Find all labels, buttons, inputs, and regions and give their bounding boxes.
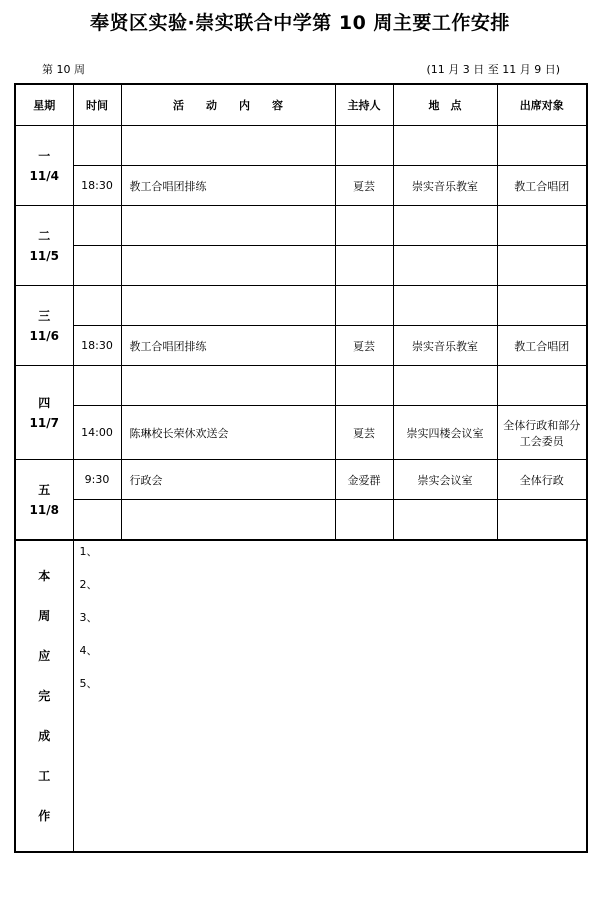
date-label: 11/6 xyxy=(29,328,59,343)
activity-cell xyxy=(121,246,335,286)
header-row xyxy=(15,84,587,126)
time-cell xyxy=(73,126,121,166)
task-item: 2、 xyxy=(79,578,98,591)
tasks-label-cell xyxy=(15,540,73,852)
activity-cell xyxy=(121,126,335,166)
table-row xyxy=(15,406,587,460)
day-cell xyxy=(15,460,73,541)
tasks-row xyxy=(15,540,587,852)
task-item: 4、 xyxy=(79,644,98,657)
page-title: 奉贤区实验·崇实联合中学第 10 周主要工作安排 xyxy=(90,12,510,34)
host-cell xyxy=(335,126,393,166)
day-cell xyxy=(15,286,73,366)
header-attendees: 出席对象 xyxy=(497,84,587,126)
date-range: (11 月 3 日 至 11 月 9 日) xyxy=(426,63,560,76)
place-cell xyxy=(393,246,497,286)
task-item: 1、 xyxy=(79,545,98,558)
attendees-cell: 教工合唱团 xyxy=(497,326,587,366)
weekday-label: 二 xyxy=(38,228,51,243)
date-label: 11/8 xyxy=(29,502,59,517)
schedule-table xyxy=(14,83,588,853)
host-cell xyxy=(335,246,393,286)
place-cell: 崇实四楼会议室 xyxy=(393,406,497,460)
tasks-label-char: 周 xyxy=(38,609,51,623)
week-number: 第 10 周 xyxy=(42,63,85,76)
time-cell xyxy=(73,366,121,406)
place-cell: 崇实会议室 xyxy=(393,460,497,500)
date-label: 11/7 xyxy=(29,415,59,430)
host-cell: 夏芸 xyxy=(335,326,393,366)
time-cell: 9:30 xyxy=(73,460,121,500)
activity-cell: 教工合唱团排练 xyxy=(121,166,335,206)
tasks-label-char: 作 xyxy=(38,809,51,823)
attendees-cell: 全体行政和部分工会委员 xyxy=(497,406,587,460)
table-row xyxy=(15,206,587,246)
activity-cell: 教工合唱团排练 xyxy=(121,326,335,366)
tasks-label xyxy=(18,556,71,836)
activity-cell xyxy=(121,366,335,406)
tasks-label-char: 应 xyxy=(38,649,51,663)
attendees-cell xyxy=(497,246,587,286)
table-row xyxy=(15,326,587,366)
place-cell xyxy=(393,126,497,166)
host-cell: 金爱群 xyxy=(335,460,393,500)
header-place: 地 点 xyxy=(393,84,497,126)
date-label: 11/5 xyxy=(29,248,59,263)
tasks-label-char: 本 xyxy=(38,569,51,583)
place-cell xyxy=(393,366,497,406)
time-cell: 18:30 xyxy=(73,326,121,366)
task-item: 5、 xyxy=(79,677,98,690)
header-time: 时间 xyxy=(73,84,121,126)
activity-cell xyxy=(121,206,335,246)
place-cell: 崇实音乐教室 xyxy=(393,326,497,366)
weekday-label: 四 xyxy=(38,395,51,410)
table-row xyxy=(15,500,587,541)
time-cell xyxy=(73,286,121,326)
attendees-cell xyxy=(497,126,587,166)
table-row xyxy=(15,460,587,500)
day-cell xyxy=(15,126,73,206)
place-cell xyxy=(393,500,497,541)
header-host: 主持人 xyxy=(335,84,393,126)
time-cell: 18:30 xyxy=(73,166,121,206)
weekday-label: 五 xyxy=(38,482,51,497)
task-item: 3、 xyxy=(79,611,98,624)
header-weekday: 星期 xyxy=(15,84,73,126)
time-cell xyxy=(73,206,121,246)
header-activity: 活 动 内 容 xyxy=(121,84,335,126)
host-cell xyxy=(335,206,393,246)
time-cell xyxy=(73,246,121,286)
table-row xyxy=(15,366,587,406)
host-cell: 夏芸 xyxy=(335,406,393,460)
weekday-label: 一 xyxy=(38,148,51,163)
activity-cell: 陈琳校长荣休欢送会 xyxy=(121,406,335,460)
attendees-cell: 教工合唱团 xyxy=(497,166,587,206)
attendees-cell xyxy=(497,366,587,406)
host-cell xyxy=(335,286,393,326)
date-label: 11/4 xyxy=(29,168,59,183)
activity-cell xyxy=(121,286,335,326)
table-row xyxy=(15,246,587,286)
weekday-label: 三 xyxy=(38,308,51,323)
host-cell: 夏芸 xyxy=(335,166,393,206)
table-row xyxy=(15,126,587,166)
host-cell xyxy=(335,500,393,541)
attendees-cell: 全体行政 xyxy=(497,460,587,500)
activity-cell: 行政会 xyxy=(121,460,335,500)
host-cell xyxy=(335,366,393,406)
day-cell xyxy=(15,366,73,460)
place-cell xyxy=(393,286,497,326)
tasks-label-char: 成 xyxy=(38,729,51,743)
attendees-cell xyxy=(497,206,587,246)
time-cell xyxy=(73,500,121,541)
tasks-list xyxy=(73,540,587,852)
table-row xyxy=(15,166,587,206)
tasks-label-char: 工 xyxy=(38,769,51,783)
attendees-cell xyxy=(497,286,587,326)
schedule-sheet xyxy=(14,83,586,865)
day-cell xyxy=(15,206,73,286)
table-row xyxy=(15,286,587,326)
time-cell: 14:00 xyxy=(73,406,121,460)
tasks-label-char: 完 xyxy=(38,689,51,703)
attendees-cell xyxy=(497,500,587,541)
place-cell: 崇实音乐教室 xyxy=(393,166,497,206)
place-cell xyxy=(393,206,497,246)
activity-cell xyxy=(121,500,335,541)
